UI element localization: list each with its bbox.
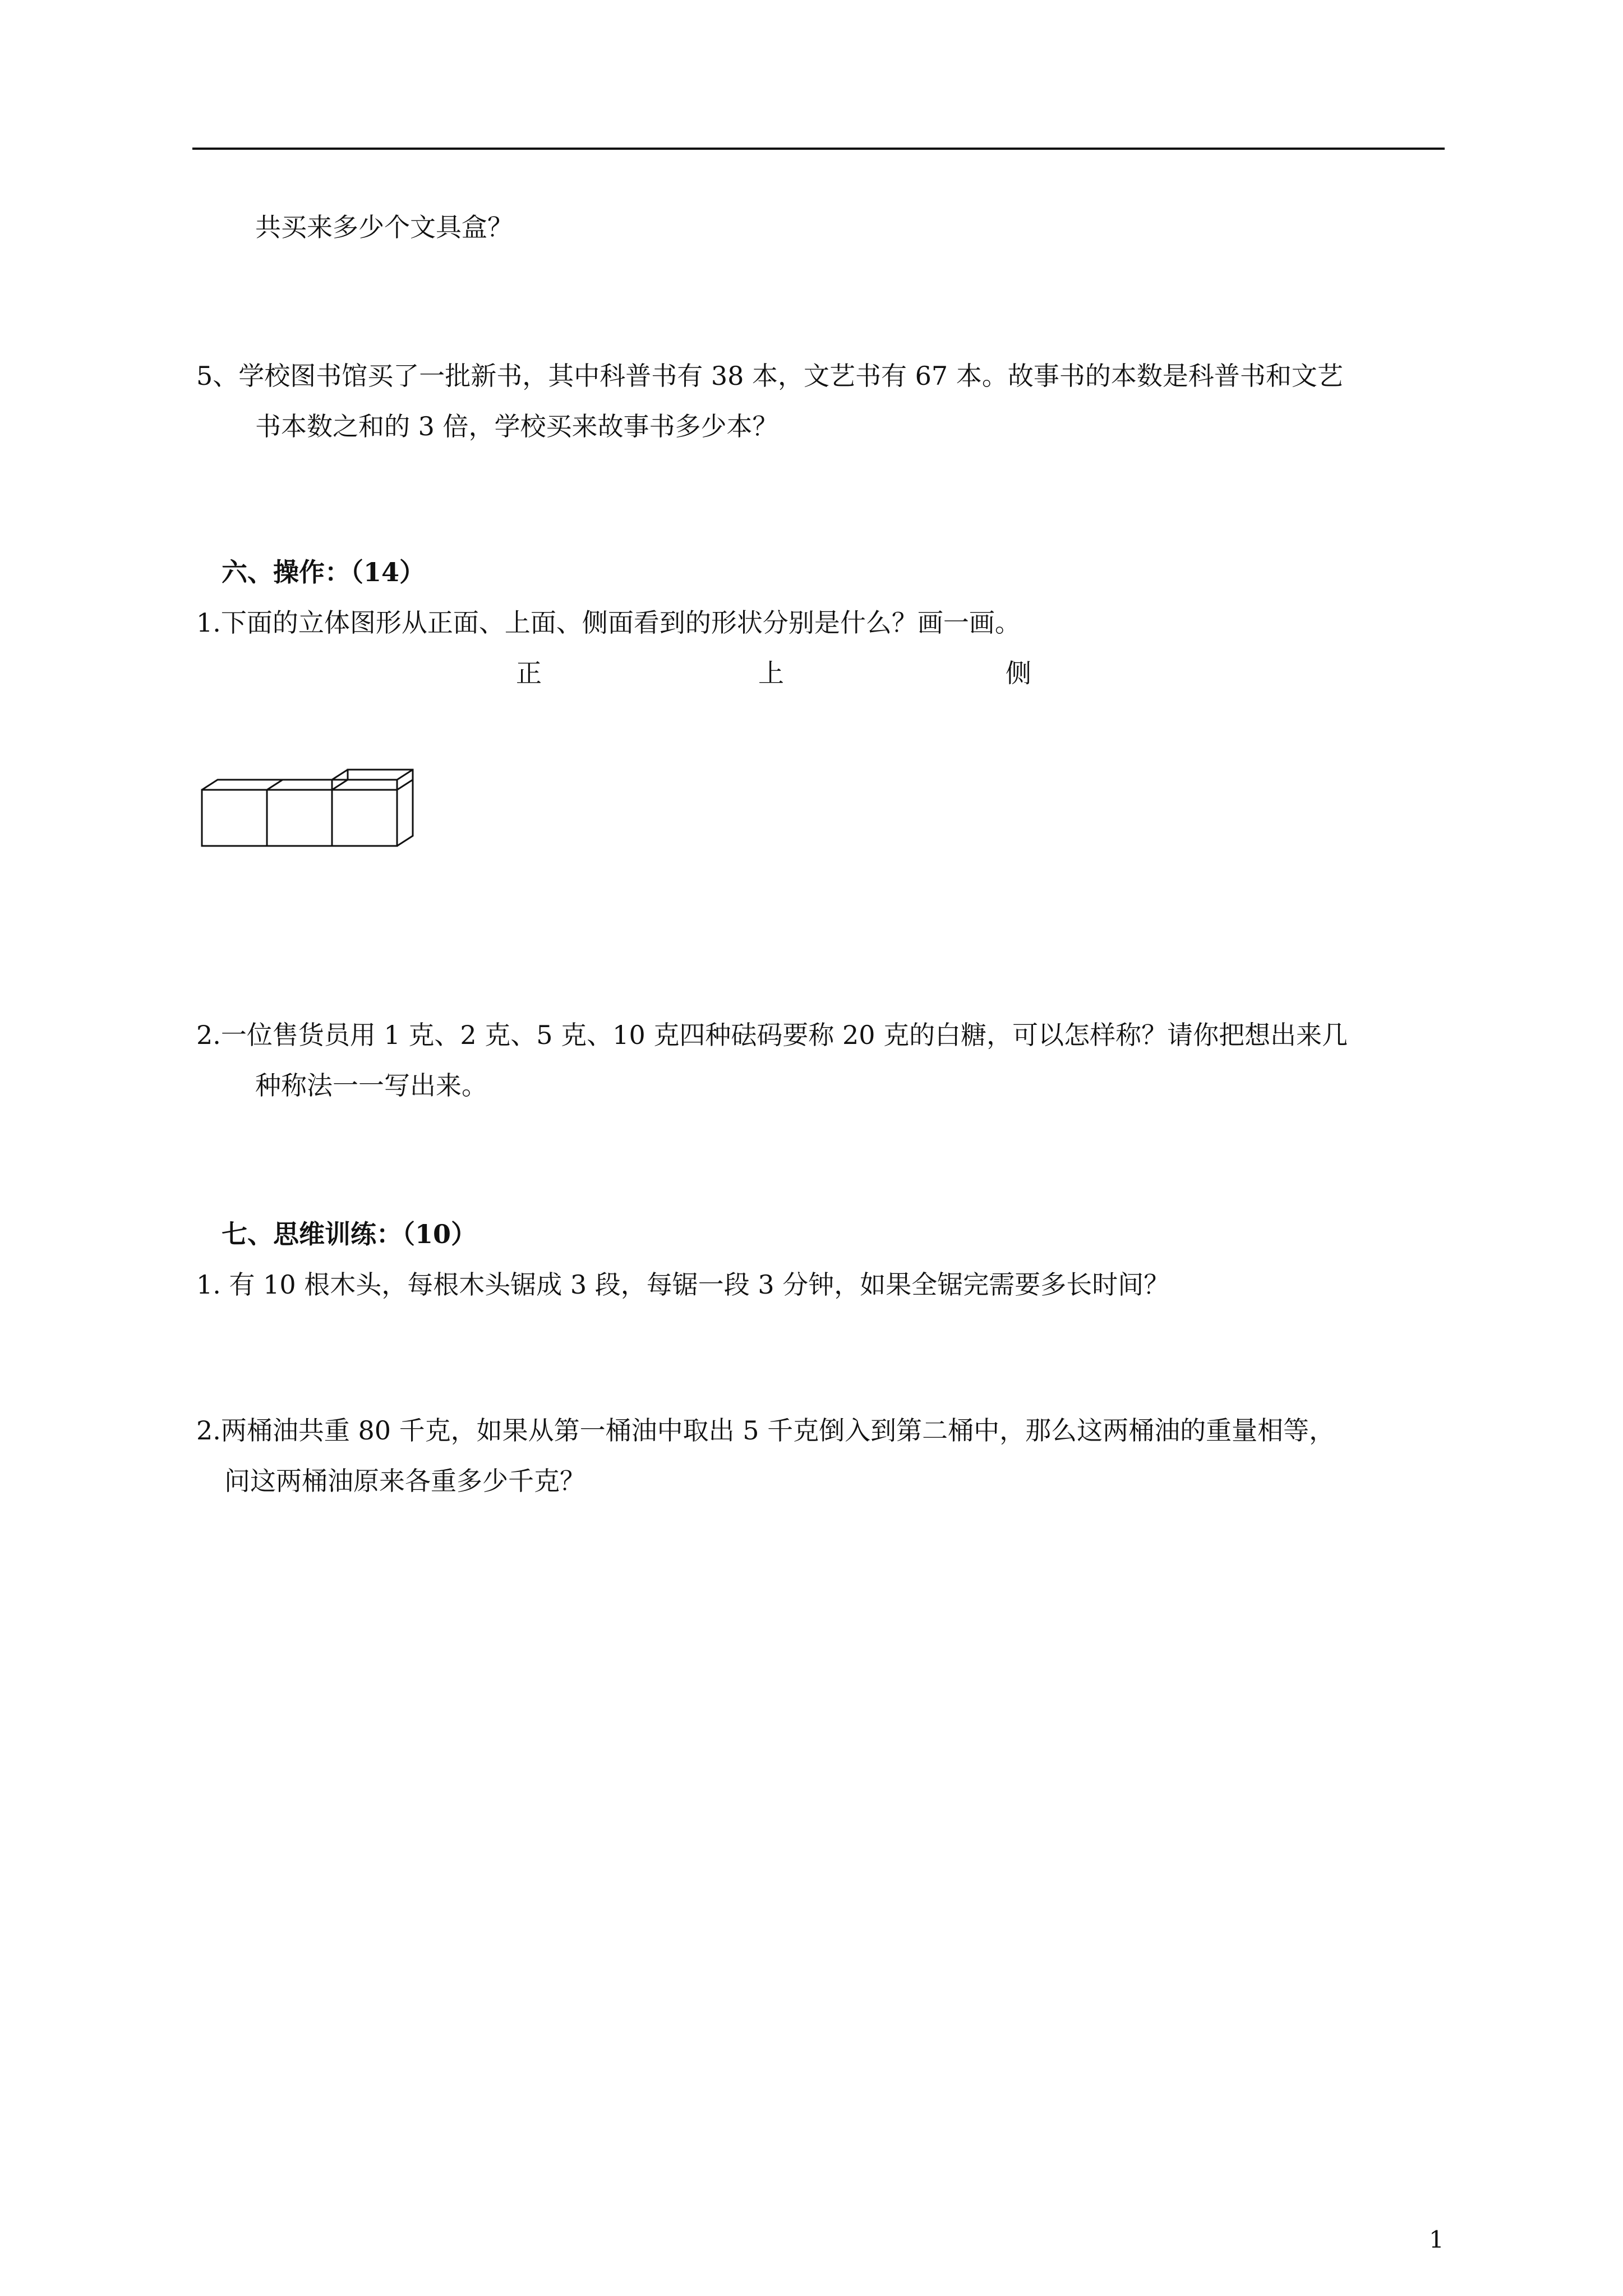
section7-q2-line1: 2.两桶油共重 80 千克，如果从第一桶油中取出 5 千克倒入到第二桶中，那么这两桶油的重量相等， xyxy=(196,1415,1335,1446)
section6-q2-line2: 种称法一一写出来。 xyxy=(255,1070,487,1101)
section7-title: 七、思维训练：（10） xyxy=(222,1219,477,1249)
side-mid-edge xyxy=(397,780,413,790)
section6-q1: 1.下面的立体图形从正面、上面、侧面看到的形状分别是什么？画一画。 xyxy=(196,608,1021,638)
side-top-edge xyxy=(397,770,413,780)
raised-cube-outline xyxy=(348,770,413,846)
view-label-side: 侧 xyxy=(1006,658,1031,688)
view-label-front: 正 xyxy=(516,658,542,688)
q5-line1: 5、学校图书馆买了一批新书，其中科普书有 38 本，文艺书有 67 本。故事书的本数是科普书和文艺 xyxy=(196,361,1343,391)
q5-line2: 书本数之和的 3 倍，学校买来故事书多少本？ xyxy=(255,411,778,441)
view-label-top: 上 xyxy=(758,658,784,688)
page-number: 1 xyxy=(1429,2226,1444,2253)
section6-q2-line1: 2.一位售货员用 1 克、2 克、5 克、10 克四种砝码要称 20 克的白糖，可以怎样称？请你把想出来几 xyxy=(196,1020,1348,1050)
cube-front-1 xyxy=(202,790,267,846)
top-divider-2 xyxy=(332,780,348,790)
section7-q1: 1. 有 10 根木头，每根木头锯成 3 段，每锯一段 3 分钟，如果全锯完需要多长时间？ xyxy=(196,1269,1170,1300)
q4-continuation: 共买来多少个文具盒？ xyxy=(255,212,513,242)
cube-front-2 xyxy=(267,790,332,846)
cube-solid-figure xyxy=(196,763,421,853)
section7-q2-line2: 问这两桶油原来各重多少千克？ xyxy=(224,1466,585,1496)
header-rule xyxy=(192,148,1445,150)
top-divider-1 xyxy=(267,780,283,790)
cube-front-3 xyxy=(332,790,397,846)
section6-title: 六、操作：（14） xyxy=(222,557,426,587)
